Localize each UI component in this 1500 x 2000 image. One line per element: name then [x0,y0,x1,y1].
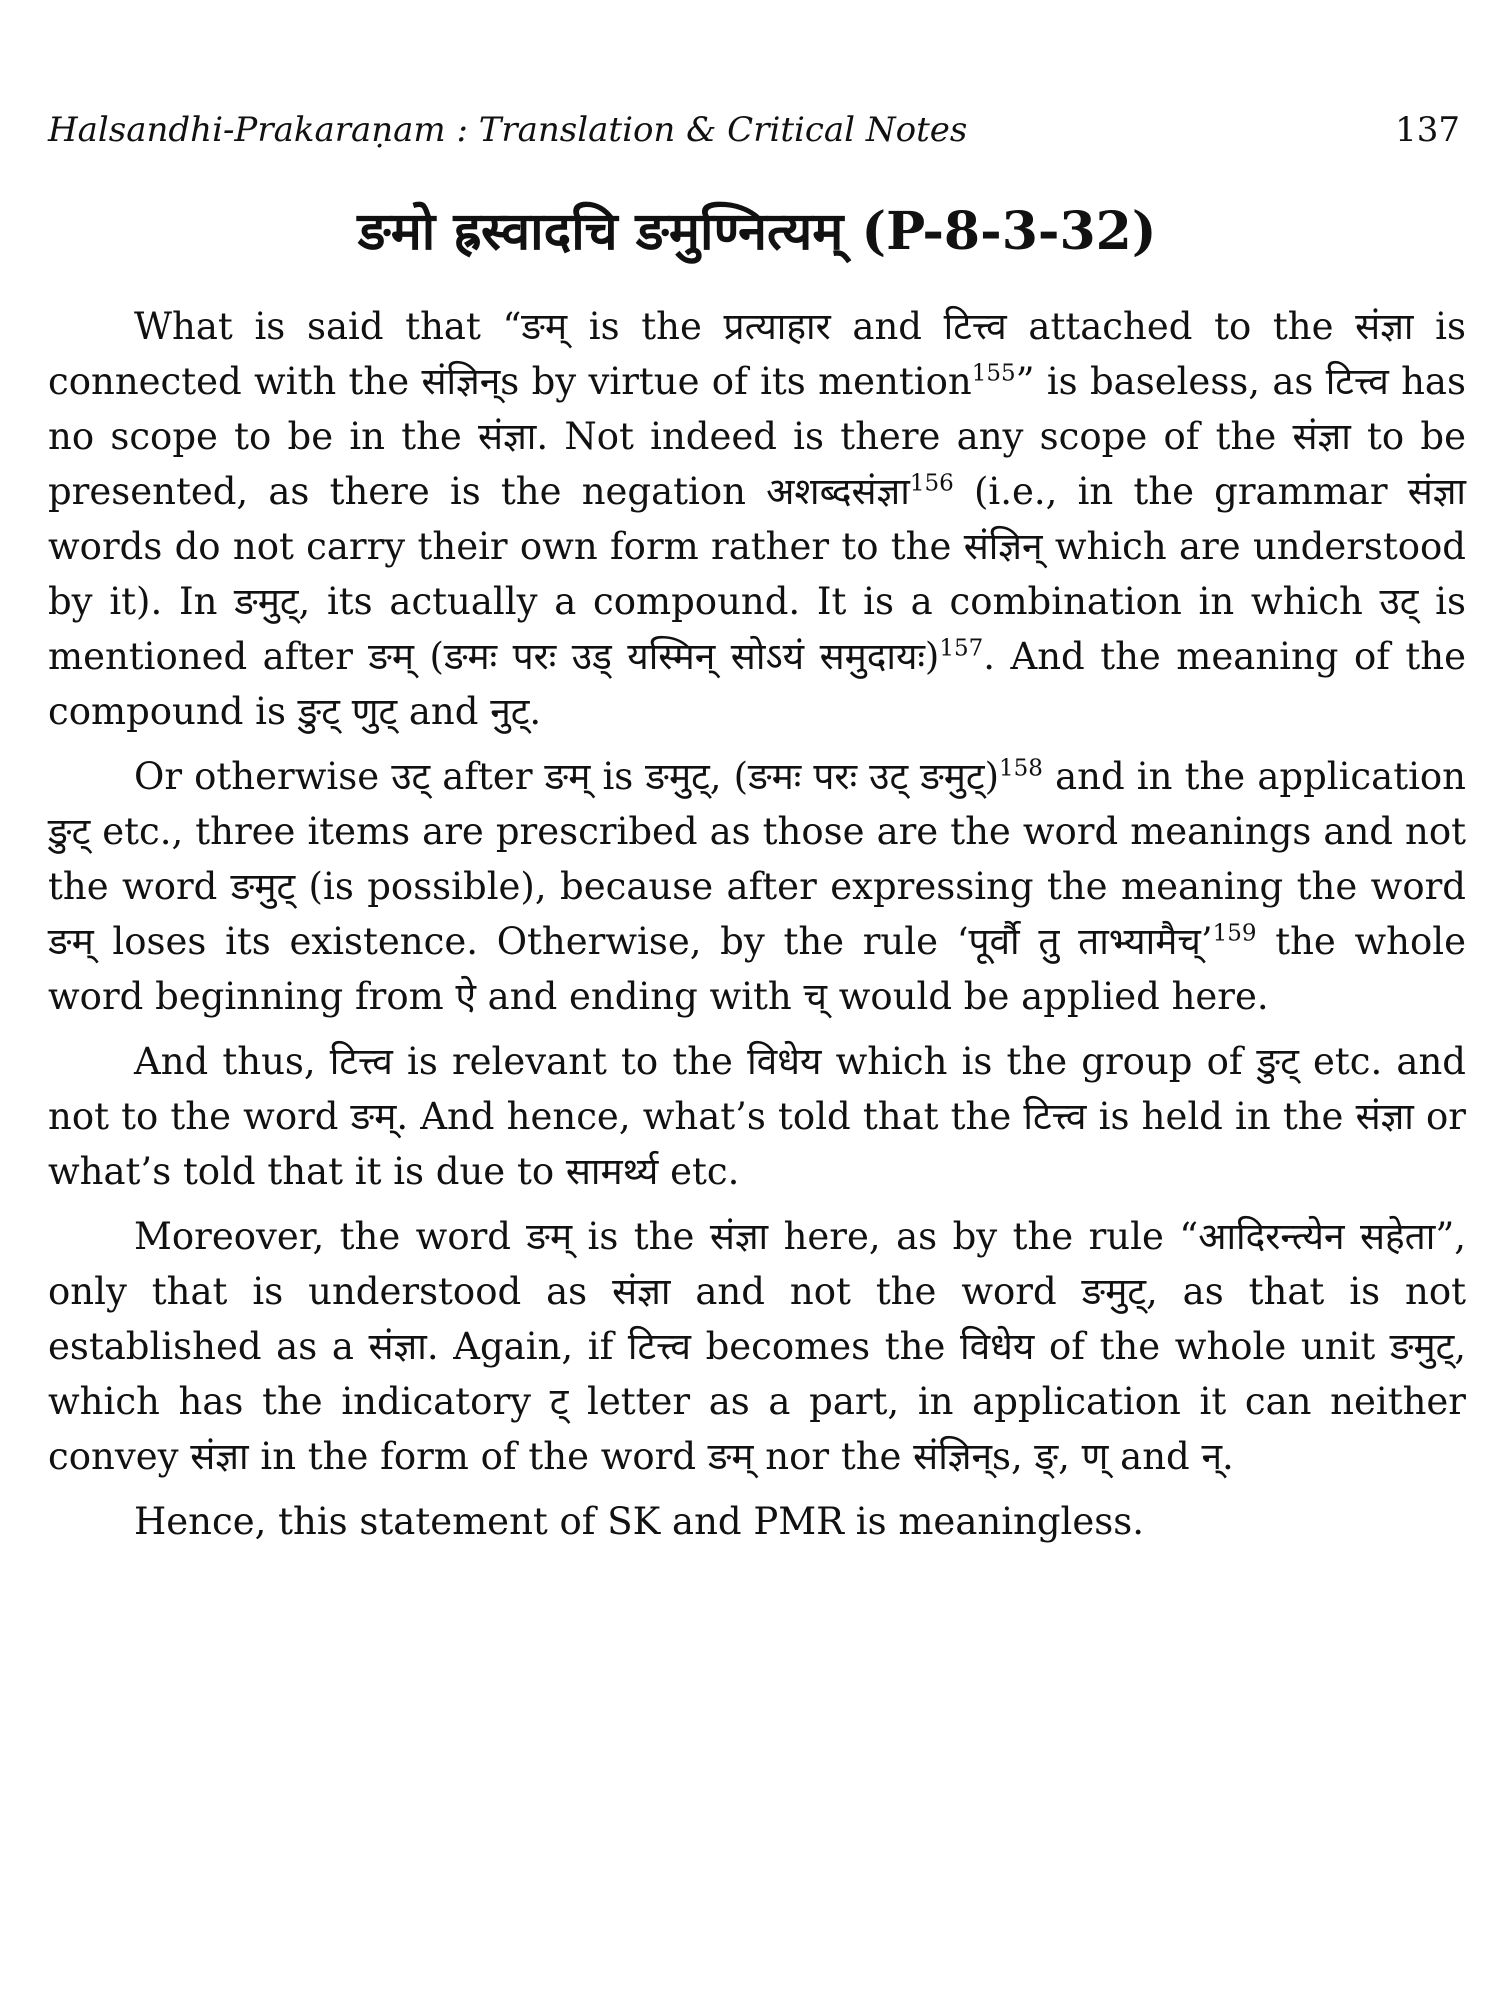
book-page [48,110,1466,1559]
footnote-ref-157: 157 [939,635,984,662]
paragraph-5: Hence, this statement of SK and PMR is meaningless. [134,1500,1145,1543]
footnote-ref-156: 156 [909,470,954,497]
paragraph-text: . And the meaning of the compound is ङुट् णुट् and नुट्. [48,635,1467,733]
paragraph-text: ” is baseless, as टित्त्व has no scope to be in the संज्ञा. Not indeed is there any scope of the संज्ञा to be presented, as there is the negation अशब्दसंज्ञा [48,360,1466,513]
paragraph-1 [48,299,1466,739]
paragraph-text: (i.e., in the grammar संज्ञा words do not carry their own form rather to the संज्ञिन् which are understood by it). In ङमुट्, its actually a compound. It is a combination in which उट् is mentioned after ङम् (ङमः परः उड् यस्मिन् सोऽयं समुदायः) [48,470,1467,678]
sutra-heading: ङमो ह्रस्वादचि ङमुण्नित्यम् (P-8-3-32) [357,201,1157,262]
paragraph-text: and in the application ङुट् etc., three items are prescribed as those are the word meanings and not the word ङमुट् (is possible), because after expressing the meaning the word ङम् loses its existence. Otherwise, by the rule ‘पूर्वौ तु ताभ्यामैच्’ [48,755,1467,963]
paragraph-text: Or otherwise उट् after ङम् is ङमुट्, (ङमः परः उट् ङमुट्) [134,755,1000,798]
running-header [48,110,1466,150]
running-title: Halsandhi-Prakaraṇam : Translation & Critical Notes [48,110,968,150]
paragraph-3: And thus, टित्त्व is relevant to the विधेय which is the group of ङुट् etc. and not to the word ङम्. And hence, what’s told that the टित्त्व is held in the संज्ञा or what’s told that it is due to सामर्थ्य etc. [48,1040,1466,1193]
page-number: 137 [1395,110,1460,150]
footnote-ref-155: 155 [971,360,1016,387]
paragraph-2 [48,749,1466,1024]
paragraph-text: What is said that “ङम् is the प्रत्याहार and टित्त्व attached to the संज्ञा is connected with the संज्ञिन्s by virtue of its mention [48,305,1466,403]
paragraph-text: the whole word beginning from ऐ and ending with च् would be applied here. [48,920,1466,1018]
footnote-ref-159: 159 [1212,920,1257,947]
footnote-ref-158: 158 [999,755,1043,782]
paragraph-4: Moreover, the word ङम् is the संज्ञा here, as by the rule “आदिरन्त्येन सहेता”, only that is understood as संज्ञा and not the word ङमुट्, as that is not established as a संज्ञा. Again, if टित्त्व becomes the विधेय of the whole unit ङमुट्, which has the indicatory ट् letter as a part, in application it can neither convey संज्ञा in the form of the word ङम् nor the संज्ञिन्s, ङ्, ण् and न्. [48,1215,1466,1478]
